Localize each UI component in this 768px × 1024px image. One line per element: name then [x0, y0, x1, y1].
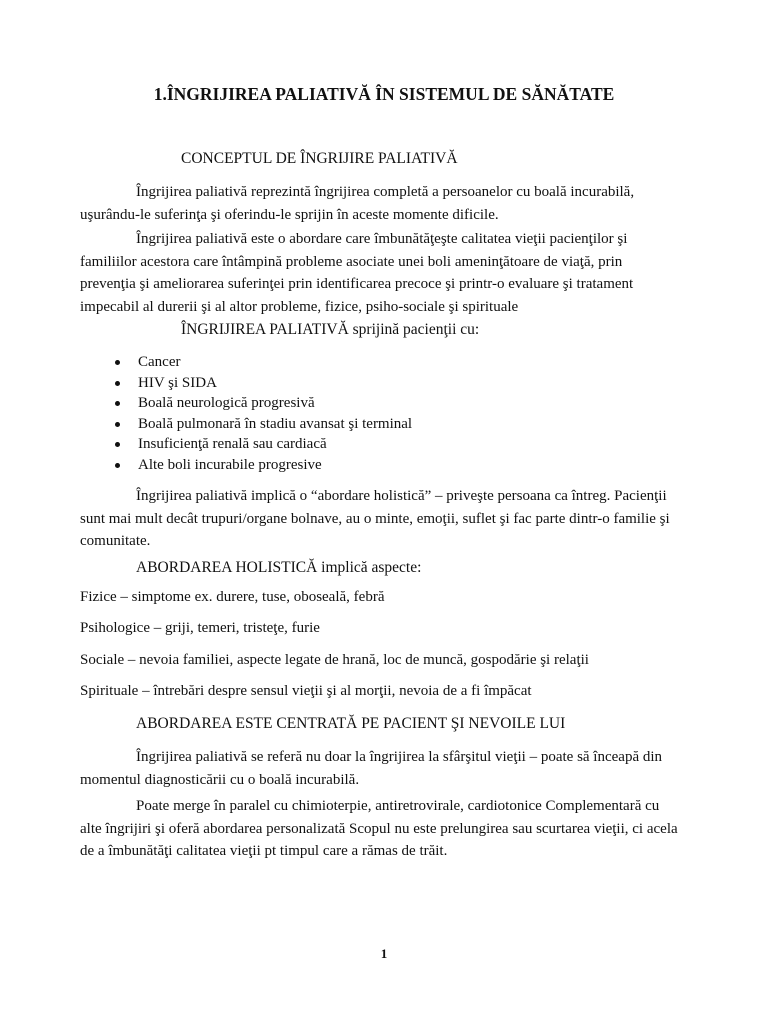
aspect-spiritual: Spirituale – întrebări despre sensul vieţii şi al morţii, nevoia de a fi împăcat [80, 683, 532, 699]
support-heading: ÎNGRIJIREA PALIATIVĂ sprijină pacienţii cu: [181, 321, 480, 338]
paragraph-approach: Îngrijirea paliativă este o abordare care îmbunătăţeşte calitatea vieţii pacienţilor şi familiilor acestora care întâmpină probleme asociate unei boli ameninţătoare de viaţă, prin prevenţia şi ameliorarea suferinţei prin identificarea precoce şi printr-o evaluare şi tratament impecabil al durerii şi al altor probleme, fizice, psiho-sociale şi spirituale [80, 231, 634, 315]
list-item: Boală neurologică progresivă [80, 393, 412, 414]
conditions-list [80, 352, 412, 476]
aspect-social: Sociale – nevoia familiei, aspecte legate de hrană, loc de muncă, gospodărie şi relaţii [80, 652, 589, 668]
paragraph-timing: Îngrijirea paliativă se referă nu doar la îngrijirea la sfârşitul vieţii – poate să înceapă din momentul diagnosticării cu o boală incurabilă. [80, 749, 663, 788]
aspect-physical: Fizice – simptome ex. durere, tuse, oboseală, febră [80, 589, 385, 605]
patient-centered-heading: ABORDAREA ESTE CENTRATĂ PE PACIENT ŞI NEVOILE LUI [136, 715, 566, 732]
concept-heading: CONCEPTUL DE ÎNGRIJIRE PALIATIVĂ [181, 150, 458, 167]
page-title: 1.ÎNGRIJIREA PALIATIVĂ ÎN SISTEMUL DE SĂNĂTATE [153, 84, 615, 104]
paragraph-definition: Îngrijirea paliativă reprezintă îngrijirea completă a persoanelor cu boală incurabilă, uşurându-le suferinţa şi oferindu-le sprijin în aceste momente dificile. [80, 184, 635, 223]
page-number: 1 [380, 946, 388, 961]
aspect-psychological: Psihologice – griji, temeri, tristeţe, furie [80, 620, 320, 636]
list-item: Cancer [80, 352, 412, 373]
list-item: Alte boli incurabile progresive [80, 455, 412, 476]
list-item: Insuficienţă renală sau cardiacă [80, 434, 412, 455]
paragraph-holistic: Îngrijirea paliativă implică o “abordare holistică” – priveşte persoana ca întreg. Pacienţii sunt mai mult decât trupuri/organe bolnave, au o minte, emoţii, suflet şi fac parte dintr-o familie şi comunitate. [80, 488, 670, 549]
list-item: Boală pulmonară în stadiu avansat şi terminal [80, 414, 412, 435]
list-item: HIV şi SIDA [80, 373, 412, 394]
holistic-heading: ABORDAREA HOLISTICĂ implică aspecte: [136, 559, 422, 576]
paragraph-parallel: Poate merge în paralel cu chimioterpie, antiretrovirale, cardiotonice Complementară cu alte îngrijiri şi oferă abordarea personalizată Scopul nu este prelungirea sau scurtarea vieţii, ci acela de a îmbunătăţi calitatea vieţii pt timpul care a rămas de trăit. [80, 798, 678, 859]
